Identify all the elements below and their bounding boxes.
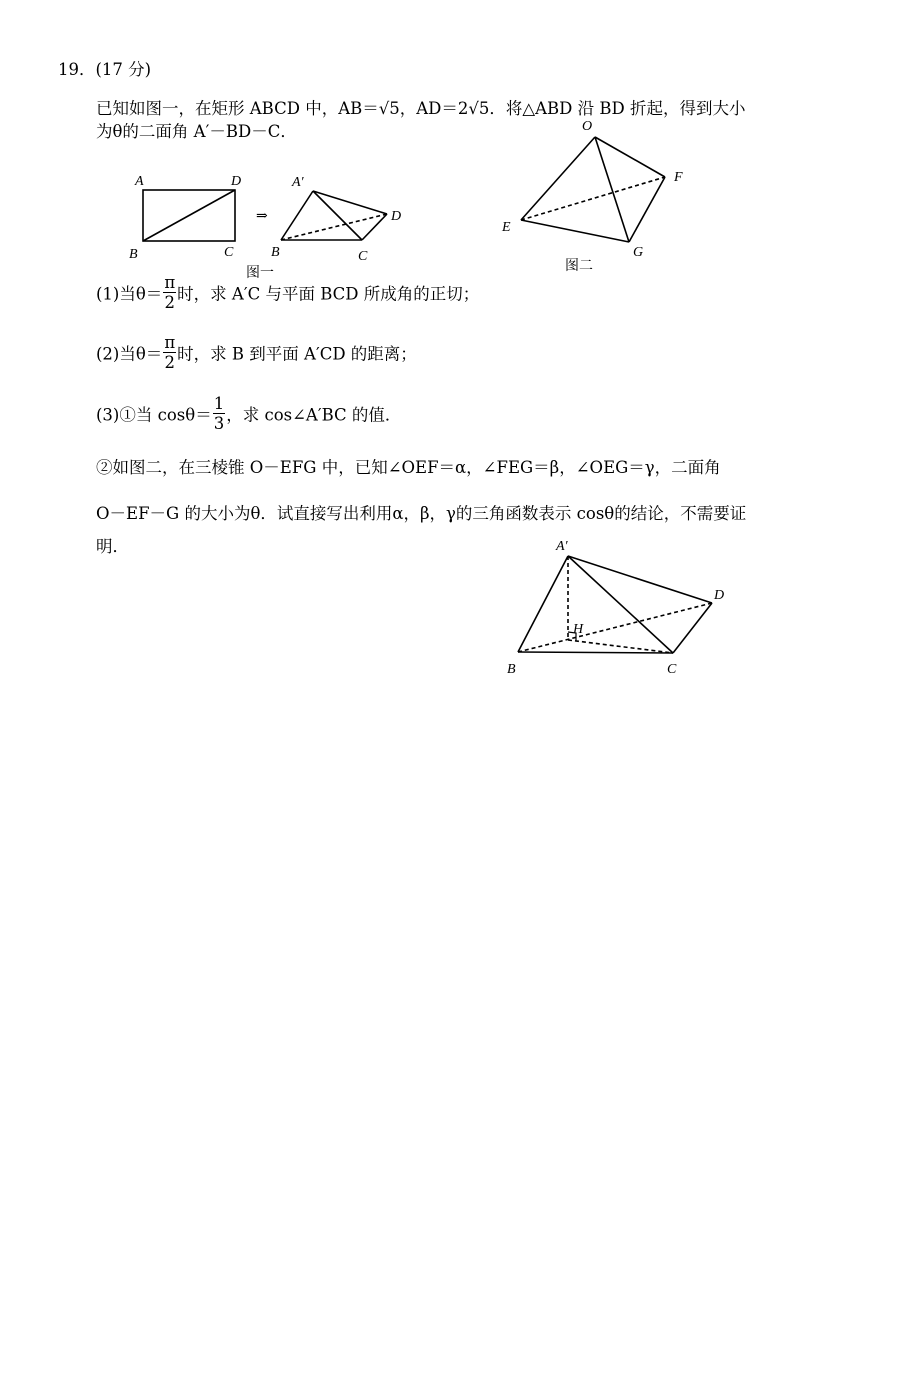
edge-a-prime-d: [568, 556, 712, 603]
edge-bc: [518, 652, 673, 653]
label-h: H: [573, 622, 584, 637]
arrow-icon: ⇒: [256, 209, 268, 224]
q2-prefix: (2)当θ＝: [96, 344, 163, 364]
label-c-folded: C: [358, 249, 368, 264]
label-d: D: [231, 174, 242, 189]
problem-header: 19．(17 分): [58, 60, 152, 79]
edge-oe: [521, 137, 595, 220]
figure-1-caption: 图一: [246, 266, 274, 281]
q1-suffix: 时，求 A′C 与平面 BCD 所成角的正切；: [177, 284, 480, 304]
figure-1: [120, 166, 420, 281]
q2-suffix: 时，求 B 到平面 A′CD 的距离；: [177, 344, 417, 364]
label-o: O: [582, 119, 593, 134]
figure-3: [495, 530, 740, 680]
q1-prefix: (1)当θ＝: [96, 284, 163, 304]
edge-fg: [629, 177, 665, 242]
label-b: B: [507, 662, 516, 677]
q3-prefix: (3)①当 cosθ＝: [96, 405, 212, 425]
label-c: C: [224, 245, 234, 260]
intro-line-2: 为θ的二面角 A′－BD－C．: [96, 122, 297, 141]
label-a-prime: A′: [556, 539, 568, 554]
label-b-folded: B: [271, 245, 280, 260]
label-b: B: [129, 247, 138, 262]
question-3b-line-2: O－EF－G 的大小为θ．试直接写出利用α，β，γ的三角函数表示 cosθ的结论，不需要证: [96, 504, 747, 523]
edge-eg: [521, 220, 629, 242]
label-a-prime: A′: [292, 175, 304, 190]
label-d: D: [714, 588, 725, 603]
segment-hc-dashed: [568, 640, 673, 653]
label-g: G: [633, 245, 644, 260]
label-e: E: [502, 220, 511, 235]
edge-cd: [362, 214, 387, 240]
edge-cd: [673, 603, 712, 653]
intro-line-1: 已知如图一，在矩形 ABCD 中，AB＝√5，AD＝2√5．将△ABD 沿 BD 折起，得到大小: [96, 99, 746, 118]
question-3b-line-1: ②如图二，在三棱锥 O－EFG 中，已知∠OEF＝α，∠FEG＝β，∠OEG＝γ，二面角: [96, 458, 721, 477]
fraction-pi-over-2: $\frac{\pi}{2}$: [164, 333, 176, 373]
label-c: C: [667, 662, 677, 677]
question-3b-line-3: 明．: [96, 537, 129, 556]
fraction-pi-over-2: $\frac{\pi}{2}$: [164, 273, 176, 313]
diagonal-bd: [143, 190, 235, 241]
figure-2-caption: 图二: [565, 259, 593, 274]
edge-a-prime-c: [568, 556, 673, 653]
edge-bd-dashed: [281, 214, 387, 240]
figure-2: [490, 112, 700, 277]
label-f: F: [674, 170, 683, 185]
edge-bd-dashed: [518, 603, 712, 652]
q3-suffix: ，求 cos∠A′BC 的值．: [226, 405, 402, 425]
fraction-one-third: $\frac{1}{3}$: [213, 394, 225, 434]
label-d-folded: D: [391, 209, 402, 224]
edge-a-prime-b: [518, 556, 568, 652]
question-3a: [96, 394, 402, 435]
question-2: [96, 333, 417, 374]
edge-ef-dashed: [521, 177, 665, 220]
label-a: A: [135, 174, 144, 189]
